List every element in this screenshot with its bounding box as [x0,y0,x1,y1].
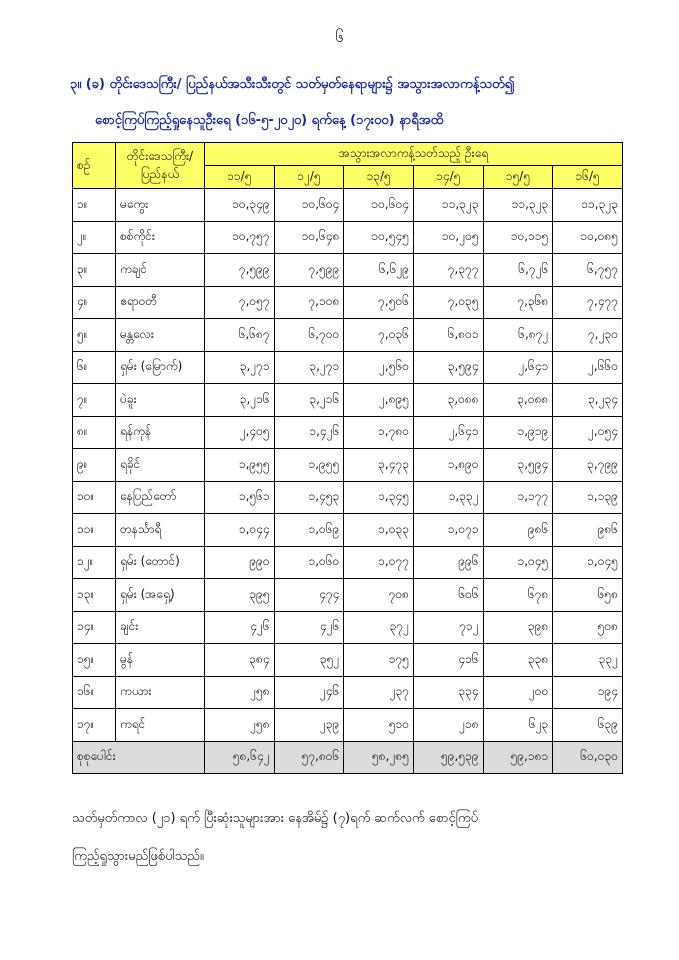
row-number: ၈။ [73,416,116,449]
table-row [73,221,623,254]
row-value: ၂,၆၄၁ [483,351,553,384]
row-value: ၇,၅၉၉ [205,254,275,287]
row-value: ၁,၁၇၇ [483,481,553,514]
table-row [73,676,623,709]
row-value: ၆၇၈ [483,579,553,612]
col-header-date: ၁၅/၅ [483,166,553,189]
row-value: ၆၅၈ [553,579,623,612]
col-header-region: တိုင်းဒေသကြီး/ ပြည်နယ် [116,143,205,189]
col-header-date: ၁၃/၅ [344,166,414,189]
table-row [73,416,623,449]
row-value: ၃၉၅ [205,579,275,612]
row-value: ၁၀,၆၀၄ [274,189,344,222]
table-row [73,254,623,287]
row-region: မကွေး [116,189,205,222]
row-value: ၁၁,၃၂၃ [413,189,483,222]
row-value: ၇၁၂ [413,611,483,644]
table-row [73,611,623,644]
row-value: ၇,၂၃၀ [553,319,623,352]
row-value: ၂၅၈ [205,709,275,742]
row-value: ၉၈၆ [553,514,623,547]
row-region: တနင်္သာရီ [116,514,205,547]
row-region: ရှမ်း (အရှေ့) [116,579,205,612]
row-value: ၁,၀၄၅ [553,546,623,579]
note-line-2: ကြည့်ရှုသွားမည်ဖြစ်ပါသည်။ [72,849,204,864]
row-region: ပဲခူး [116,384,205,417]
row-value: ၂၅၈ [205,676,275,709]
total-value: ၅၈,၆၄၂ [205,741,275,774]
row-value: ၃၃၄ [413,676,483,709]
row-value: ၄၂၆ [205,611,275,644]
row-value: ၂,၆၆၀ [553,351,623,384]
row-number: ၁၄။ [73,611,116,644]
row-value: ၁,၃၃၂ [413,481,483,514]
row-value: ၁,၀၄၅ [483,546,553,579]
row-value: ၇,၀၅၇ [205,286,275,319]
row-region: ဧရာဝတီ [116,286,205,319]
row-value: ၁၀,၆၄၈ [274,221,344,254]
row-value: ၆,၈၀၁ [413,319,483,352]
row-value: ၁,၉၁၉ [483,416,553,449]
row-value: ၂,၄၀၅ [205,416,275,449]
row-value: ၂၁၈ [413,709,483,742]
row-value: ၉၈၆ [483,514,553,547]
row-region: ကချင် [116,254,205,287]
total-value: ၅၈,၂၈၅ [344,741,414,774]
row-value: ၁,၄၂၆ [274,416,344,449]
row-region: မန္တလေး [116,319,205,352]
col-header-date: ၁၆/၅ [553,166,623,189]
row-number: ၁။ [73,189,116,222]
row-number: ၁၀။ [73,481,116,514]
col-header-no: စဉ် [73,143,116,189]
col-header-date: ၁၁/၅ [205,166,275,189]
row-value: ၁၉၄ [553,676,623,709]
row-region: ကယား [116,676,205,709]
row-number: ၅။ [73,319,116,352]
row-value: ၂၃၇ [344,676,414,709]
row-value: ၁,၀၆၀ [274,546,344,579]
row-value: ၂၃၉ [274,709,344,742]
row-value: ၂,၆၄၁ [413,416,483,449]
row-number: ၂။ [73,221,116,254]
row-number: ၁၆။ [73,676,116,709]
total-label: စုစုပေါင်း [73,741,205,774]
row-value: ၁,၁၃၉ [553,481,623,514]
row-value: ၁၁,၃၂၃ [483,189,553,222]
row-value: ၇,၄၇၇ [553,286,623,319]
row-value: ၇၀၈ [344,579,414,612]
row-value: ၅၀၈ [553,611,623,644]
row-value: ၄၂၆ [274,611,344,644]
row-value: ၃၃၈ [483,644,553,677]
row-value: ၆၃၉ [553,709,623,742]
col-header-date: ၁၄/၅ [413,166,483,189]
row-region: စစ်ကိုင်း [116,221,205,254]
table-row [73,384,623,417]
row-value: ၆,၇၀၀ [274,319,344,352]
row-number: ၁၂။ [73,546,116,579]
row-region: ချင်း [116,611,205,644]
row-region: ရှမ်း (မြောက်) [116,351,205,384]
table-row [73,319,623,352]
row-value: ၁၀,၃၄၉ [205,189,275,222]
row-value: ၃,၂၇၁ [274,351,344,384]
row-region: ရန်ကုန် [116,416,205,449]
row-value: ၅၁၀ [344,709,414,742]
total-value: ၆၀,၀၃၀ [553,741,623,774]
table-row [73,709,623,742]
table-row [73,286,623,319]
row-value: ၆,၆၈၇ [205,319,275,352]
row-value: ၄၇၄ [274,579,344,612]
row-number: ၇။ [73,384,116,417]
row-value: ၁၇၅ [344,644,414,677]
row-value: ၆,၆၂၉ [344,254,414,287]
row-value: ၁,၀၄၄ [205,514,275,547]
table-row [73,644,623,677]
row-value: ၂၄၆ [274,676,344,709]
row-number: ၄။ [73,286,116,319]
page-number: ၆ [335,28,344,46]
row-region: ရှမ်း (တောင်) [116,546,205,579]
row-value: ၇,၀၃၆ [344,319,414,352]
row-value: ၃,၂၁၆ [205,384,275,417]
row-value: ၃၅၂ [274,644,344,677]
row-value: ၃,၅၉၄ [413,351,483,384]
row-value: ၆,၇၂၆ [483,254,553,287]
table-row [73,579,623,612]
row-value: ၇,၃၇၇ [413,254,483,287]
row-value: ၆၂၃ [483,709,553,742]
row-number: ၁၃။ [73,579,116,612]
row-value: ၆,၈၇၂ [483,319,553,352]
heading-line-2: စောင့်ကြပ်ကြည့်ရှုနေသူဦးရေ (၁၆-၅-၂၀၂၀) ရက်နေ့ (၁၇း၀၀) နာရီအထိ [95,113,444,128]
row-value: ၃၇၂ [344,611,414,644]
row-value: ၁,၈၉၀ [413,449,483,482]
row-value: ၁၀,၀၈၅ [553,221,623,254]
row-value: ၁,၀၃၃ [344,514,414,547]
row-value: ၇,၅၉၉ [274,254,344,287]
quarantine-table [72,142,623,774]
row-value: ၉၉၀ [205,546,275,579]
row-value: ၇,၁၀၈ [274,286,344,319]
row-value: ၁,၅၆၁ [205,481,275,514]
row-value: ၁,၀၇၁ [413,514,483,547]
row-value: ၁,၇၈၀ [344,416,414,449]
row-value: ၂,၀၅၄ [553,416,623,449]
row-value: ၁,၃၄၅ [344,481,414,514]
row-number: ၆။ [73,351,116,384]
row-value: ၁၀,၇၅၇ [205,221,275,254]
row-value: ၃,၂၇၁ [205,351,275,384]
col-header-date: ၁၂/၅ [274,166,344,189]
row-value: ၆၀၆ [413,579,483,612]
row-value: ၃,၀၈၈ [413,384,483,417]
col-header-group: အသွားအလာကန့်သတ်သည့် ဦးရေ [205,143,623,166]
row-value: ၁,၄၅၃ [274,481,344,514]
row-value: ၁,၉၅၅ [274,449,344,482]
row-number: ၁၅။ [73,644,116,677]
row-value: ၇,၃၆၈ [483,286,553,319]
row-value: ၃၈၄ [205,644,275,677]
row-value: ၃,၀၈၈ [483,384,553,417]
row-region: ရခိုင် [116,449,205,482]
row-number: ၃။ [73,254,116,287]
row-value: ၁,၉၅၅ [205,449,275,482]
row-number: ၉။ [73,449,116,482]
row-value: ၂၀၀ [483,676,553,709]
row-value: ၇,၀၃၅ [413,286,483,319]
row-number: ၁၁။ [73,514,116,547]
row-number: ၁၇။ [73,709,116,742]
table-row [73,514,623,547]
total-row [73,741,623,774]
total-value: ၅၇,၈၀၆ [274,741,344,774]
row-value: ၁၀,၁၁၅ [483,221,553,254]
row-region: ကရင် [116,709,205,742]
row-value: ၆,၇၅၇ [553,254,623,287]
row-value: ၁၀,၅၄၅ [344,221,414,254]
row-value: ၂,၈၉၅ [344,384,414,417]
heading-line-1: ၃။ (ခ) တိုင်းဒေသကြီး/ ပြည်နယ်အသီးသီးတွင် သတ်မှတ်နေရာများ၌ အသွားအလာကန့်သတ်၍ [70,77,515,92]
table-row [73,449,623,482]
row-value: ၄၁၆ [413,644,483,677]
row-value: ၁,၀၆၉ [274,514,344,547]
row-value: ၃,၅၉၄ [483,449,553,482]
row-value: ၃,၄၇၃ [344,449,414,482]
table-row [73,481,623,514]
row-value: ၁,၀၇၇ [344,546,414,579]
row-region: နေပြည်တော် [116,481,205,514]
row-value: ၃,၇၉၉ [553,449,623,482]
table-row [73,546,623,579]
row-value: ၉၉၆ [413,546,483,579]
row-value: ၃,၂၃၄ [553,384,623,417]
total-value: ၅၉,၅၃၉ [413,741,483,774]
row-value: ၂,၅၆၀ [344,351,414,384]
row-value: ၃၉၈ [483,611,553,644]
table-row [73,189,623,222]
table-row [73,351,623,384]
row-value: ၇,၅၀၆ [344,286,414,319]
row-value: ၃,၂၁၆ [274,384,344,417]
note-line-1: သတ်မှတ်ကာလ (၂၁) ရက် ပြီးဆုံးသူများအား နေအိမ်၌ (၇)ရက် ဆက်လက် စောင့်ကြပ် [72,811,479,826]
total-value: ၅၉,၁၈၁ [483,741,553,774]
row-value: ၁၁,၃၂၃ [553,189,623,222]
row-value: ၃၃၂ [553,644,623,677]
row-region: မွန် [116,644,205,677]
row-value: ၁၀,၂၀၅ [413,221,483,254]
row-value: ၁၀,၆၀၄ [344,189,414,222]
